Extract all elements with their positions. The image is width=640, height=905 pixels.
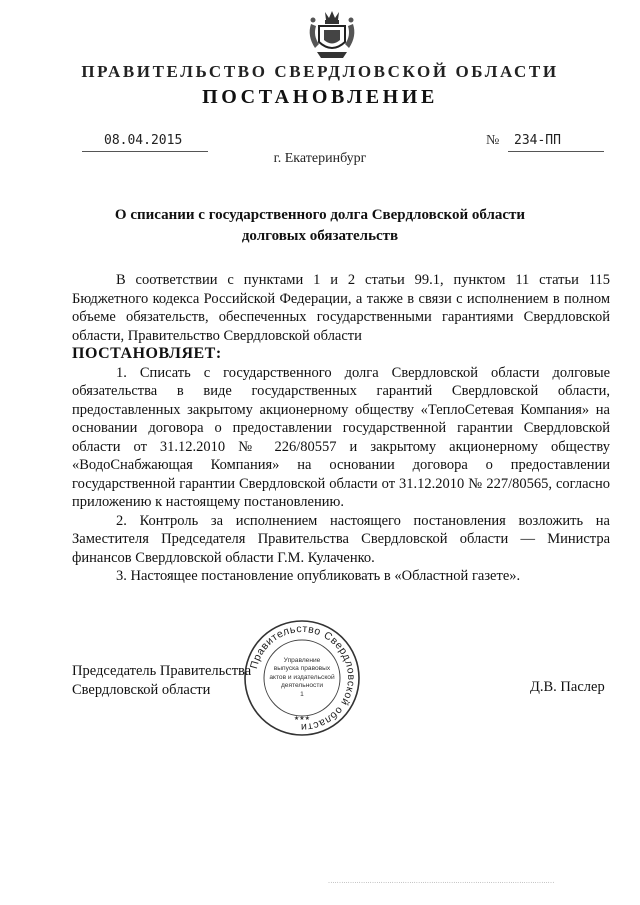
stamp-ring-text: Правительство Свердловской области	[247, 622, 358, 734]
city: г. Екатеринбург	[273, 151, 367, 166]
document-number: 234-ПП	[514, 133, 561, 148]
stamp-inner-line-4: деятельности	[280, 682, 324, 690]
document-subject	[96, 205, 544, 247]
signatory-role-line-2: Свердловской области	[72, 682, 211, 698]
stamp-inner-number: 1	[300, 690, 304, 698]
stamp-inner-line-1: Управление	[283, 657, 321, 664]
document-date: 08.04.2015	[104, 133, 183, 148]
signatory-role	[72, 662, 312, 700]
document-type-title: ПОСТАНОВЛЕНИЕ	[202, 86, 438, 108]
preamble-paragraph: В соответствии с пунктами 1 и 2 статьи 99.1, пунктом 11 статьи 115 Бюджетного кодекса Российской Федерации, а также в связи с исполнением в полном объеме обязательств, обеспеченных государственными гарантиями Свердловской области, Правительство Свердловской области	[72, 272, 610, 344]
document-body	[72, 271, 610, 586]
signatory-name: Д.В. Паслер	[530, 679, 605, 695]
government-title: ПРАВИТЕЛЬСТВО СВЕРДЛОВСКОЙ ОБЛАСТИ	[81, 62, 559, 81]
decree-item-2: 2. Контроль за исполнением настоящего постановления возложить на Заместителя Председателя Правительства Свердловской области — Министра финансов Свердловской области Г.М. Кулаченко.	[72, 512, 610, 566]
stamp-stars: ★★★	[293, 715, 311, 722]
subject-line-1: О списании с государственного долга Свердловской области	[114, 207, 526, 223]
decree-word: ПОСТАНОВЛЯЕТ:	[72, 345, 222, 362]
decree-item-3: 3. Настоящее постановление опубликовать в «Областной газете».	[116, 568, 521, 584]
stamp-inner-line-2: выпуска правовых	[273, 665, 331, 673]
coat-of-arms-emblem	[305, 8, 359, 62]
decree-item-1: 1. Списать с государственного долга Свердловской области долговые обязательства в виде государственных гарантий Свердловской области, предоставленных закрытому акционерному обществу «ТеплоСетевая Компания» на основании договора о предоставлении государственной гарантии Свердловской области от 31.12.2010 № 226/80557 и закрытому акционерному обществу «ВодоСнабжающая Компания» на основании договора о предоставлении государственной гарантии Свердловской области от 31.12.2010 № 227/80565, согласно приложению к настоящему постановлению.	[72, 364, 610, 510]
number-sign: №	[486, 133, 500, 148]
stamp-inner-line-3: актов и издательской	[269, 673, 335, 681]
signatory-role-line-1: Председатель Правительства	[72, 663, 252, 679]
subject-line-2: долговых обязательств	[241, 228, 399, 244]
footer-print-note: ·······································································································	[328, 880, 555, 886]
